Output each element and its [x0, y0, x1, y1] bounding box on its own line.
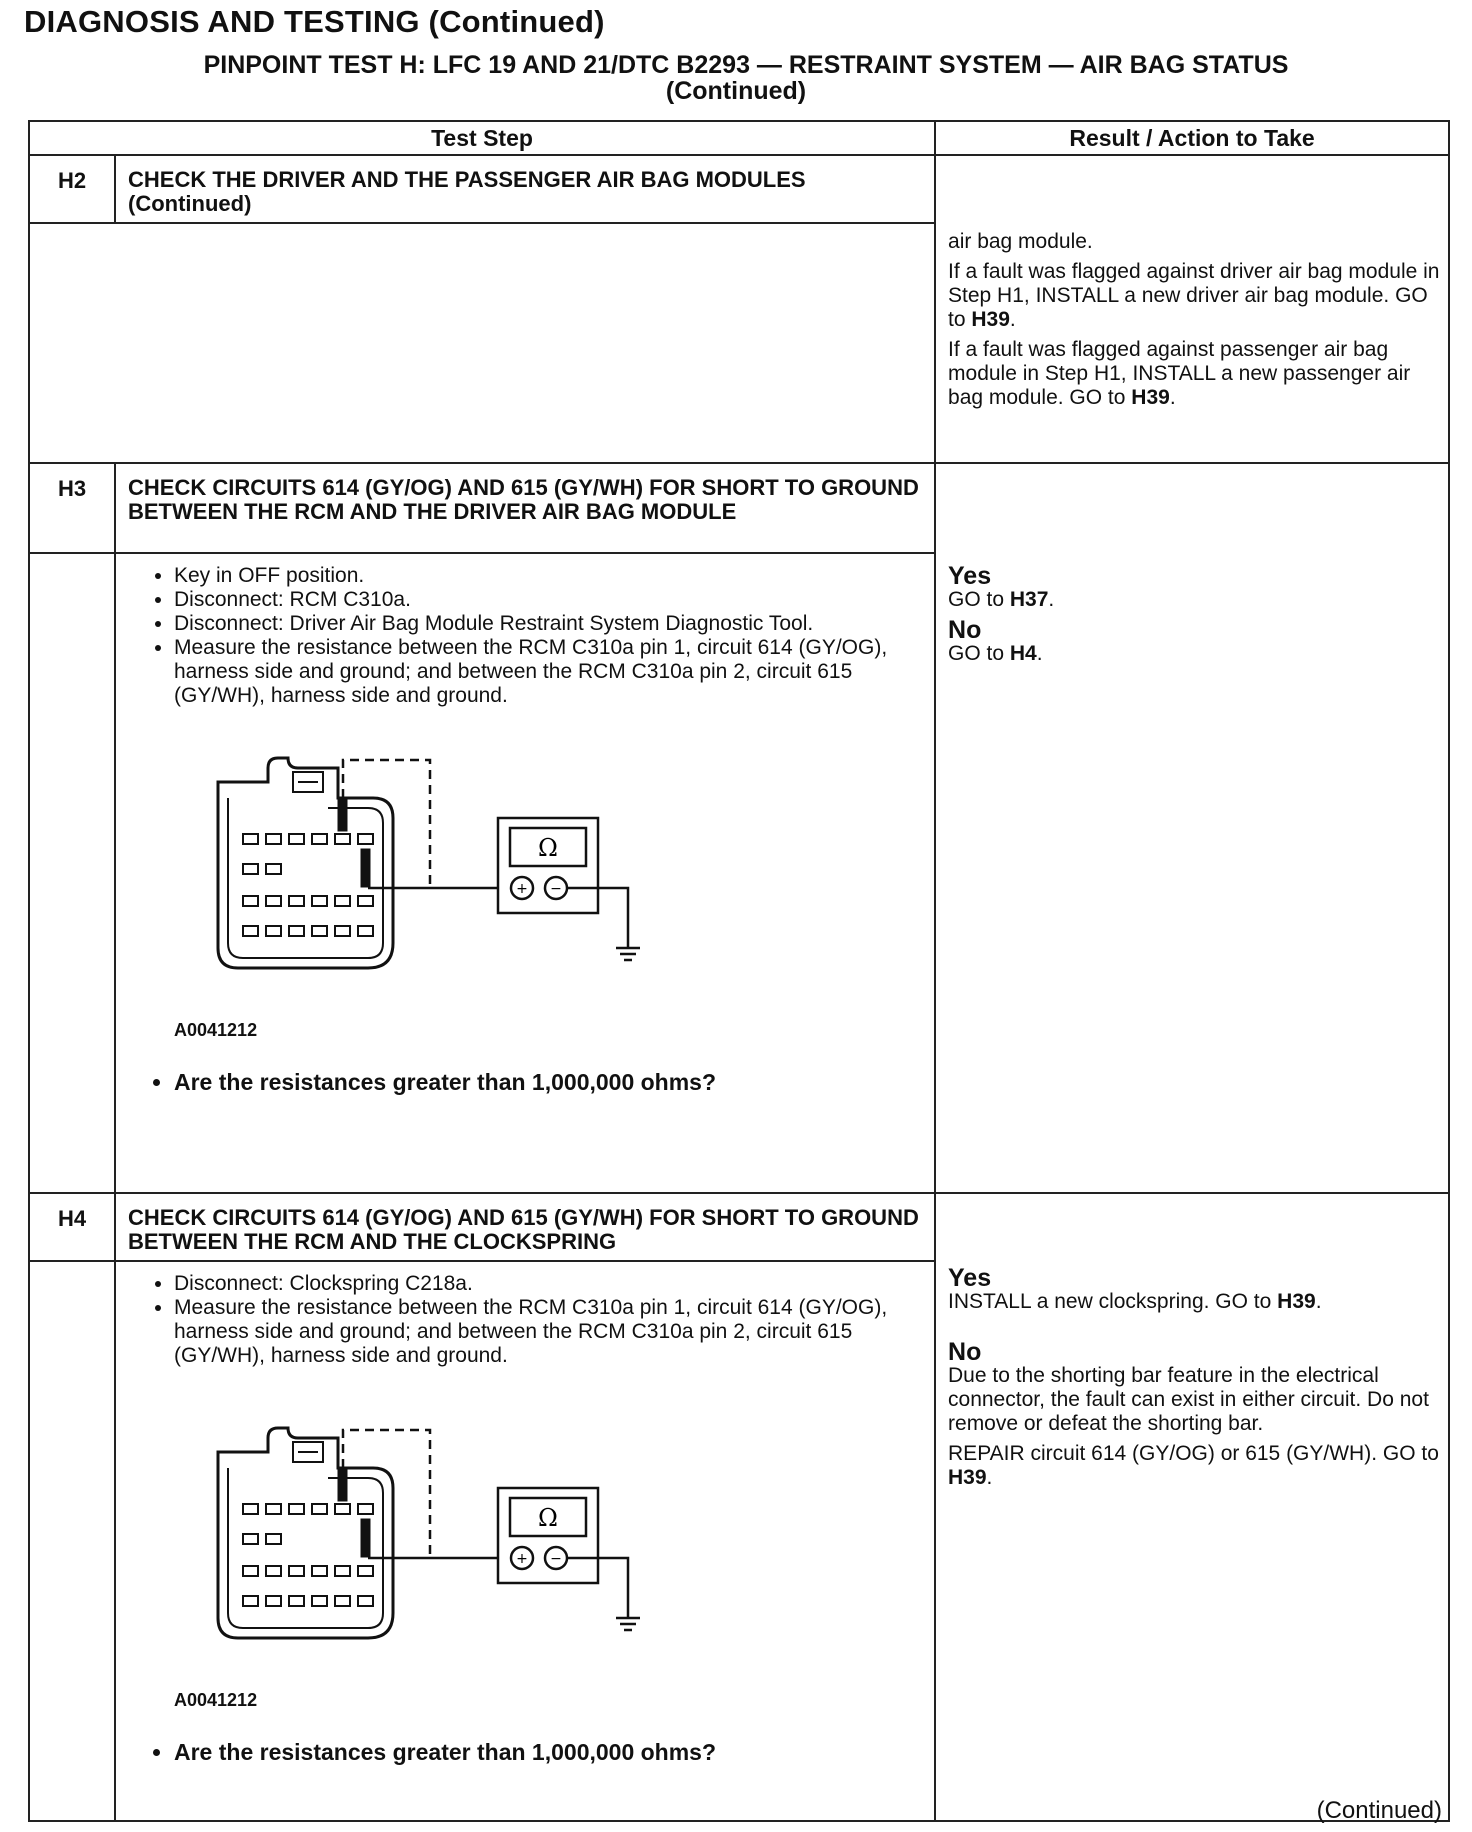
list-item: • Measure the resistance between the RCM C310a pin 1, circuit 614 (GY/OG), harness side and ground; and between the RCM C310a pin 2, circuit 615 (GY/WH), harness side and ground.	[174, 1296, 922, 1368]
question	[128, 1740, 922, 1764]
list-item: • Disconnect: Clockspring C218a.	[174, 1272, 922, 1296]
ref-h39[interactable]: H39	[971, 308, 1010, 331]
question-text: • Are the resistances greater than 1,000,000 ohms?	[174, 1070, 922, 1094]
step-body-h4	[115, 1261, 935, 1821]
instruction-list	[128, 564, 922, 708]
ohm-symbol: Ω	[538, 1504, 558, 1532]
result-h4	[935, 1193, 1449, 1821]
question-text: • Are the resistances greater than 1,000,000 ohms?	[174, 1740, 922, 1764]
step-title-h4: CHECK CIRCUITS 614 (GY/OG) AND 615 (GY/WH) FOR SHORT TO GROUND BETWEEN THE RCM AND THE CLOCKSPRING	[115, 1193, 935, 1261]
no-label: No	[948, 1338, 982, 1366]
result-h2-p3: If a fault was flagged against passenger air bag module in Step H1, INSTALL a new passenger air bag module. GO to H39.	[948, 338, 1411, 409]
connector-ohmmeter-diagram	[188, 1408, 748, 1668]
subtitle-line-1: PINPOINT TEST H: LFC 19 AND 21/DTC B2293 — RESTRAINT SYSTEM — AIR BAG STATUS	[203, 51, 1289, 79]
result-h3-no: GO to H4.	[948, 642, 1043, 665]
no-label: No	[948, 616, 982, 644]
ground-symbol	[616, 1618, 640, 1630]
step-body-h2	[29, 223, 935, 463]
continued-label: (Continued)	[1316, 1797, 1442, 1824]
pinpoint-test-table	[28, 120, 1450, 1822]
result-h2-p1: air bag module.	[948, 230, 1093, 253]
test-step-header: Test Step	[29, 121, 935, 155]
svg-text:+: +	[516, 881, 528, 897]
result-header: Result / Action to Take	[935, 121, 1449, 155]
step-h4-title-row	[29, 1193, 1449, 1261]
svg-text:−: −	[550, 1551, 562, 1567]
subtitle-line-2: (Continued)	[665, 77, 807, 105]
step-id-h3: H3	[29, 463, 115, 553]
figure-id: A0041212	[174, 1020, 258, 1040]
yes-label: Yes	[948, 1264, 992, 1292]
question	[128, 1070, 922, 1094]
dashed-lead	[343, 1430, 430, 1558]
list-item: • Key in OFF position.	[174, 564, 922, 588]
ref-h37[interactable]: H37	[1009, 588, 1049, 611]
figure-id: A0041212	[174, 1690, 258, 1710]
yes-label: Yes	[948, 562, 992, 590]
dashed-lead	[343, 760, 430, 888]
result-h2-p2: If a fault was flagged against driver air bag module in Step H1, INSTALL a new driver air bag module. GO to H39.	[948, 260, 1440, 331]
result-h4-yes: INSTALL a new clockspring. GO to H39.	[948, 1290, 1322, 1313]
step-id-h2: H2	[29, 155, 115, 223]
pinpoint-test-subtitle	[0, 52, 1472, 104]
result-h3-yes: GO to H37.	[948, 588, 1055, 611]
connector-diagram-svg	[188, 1408, 748, 1668]
ohm-symbol: Ω	[538, 834, 558, 862]
result-h2	[935, 155, 1449, 463]
table-header-row	[29, 121, 1449, 155]
ref-h39[interactable]: H39	[948, 1466, 987, 1489]
step-h2-title-row	[29, 155, 1449, 223]
result-h4-repair: REPAIR circuit 614 (GY/OG) or 615 (GY/WH). GO to H39.	[948, 1442, 1439, 1489]
step-body-h3	[115, 553, 935, 1193]
step-title-h2: CHECK THE DRIVER AND THE PASSENGER AIR BAG MODULES (Continued)	[115, 155, 935, 223]
connector-ohmmeter-diagram	[188, 738, 748, 998]
connector-diagram-svg	[188, 738, 748, 998]
connector-pins	[243, 1504, 373, 1606]
ref-h39[interactable]: H39	[1277, 1290, 1316, 1313]
step-id-h4: H4	[29, 1193, 115, 1261]
page-title: DIAGNOSIS AND TESTING (Continued)	[24, 4, 605, 39]
result-h4-no: Due to the shorting bar feature in the electrical connector, the fault can exist in either circuit. Do not remove or defeat the shorting bar.	[948, 1364, 1429, 1435]
ground-symbol	[616, 948, 640, 960]
svg-text:+: +	[516, 1551, 528, 1567]
step-h3-title-row	[29, 463, 1449, 553]
list-item: • Measure the resistance between the RCM C310a pin 1, circuit 614 (GY/OG), harness side and ground; and between the RCM C310a pin 2, circuit 615 (GY/WH), harness side and ground.	[174, 636, 922, 708]
list-item: • Disconnect: Driver Air Bag Module Restraint System Diagnostic Tool.	[174, 612, 922, 636]
ref-h4[interactable]: H4	[1009, 642, 1037, 665]
instruction-list	[128, 1272, 922, 1368]
connector-pins	[243, 834, 373, 936]
step-title-h3: CHECK CIRCUITS 614 (GY/OG) AND 615 (GY/WH) FOR SHORT TO GROUND BETWEEN THE RCM AND THE DRIVER AIR BAG MODULE	[115, 463, 935, 553]
list-item: • Disconnect: RCM C310a.	[174, 588, 922, 612]
ref-h39[interactable]: H39	[1131, 386, 1170, 409]
svg-text:−: −	[550, 881, 562, 897]
result-h3	[935, 463, 1449, 1193]
